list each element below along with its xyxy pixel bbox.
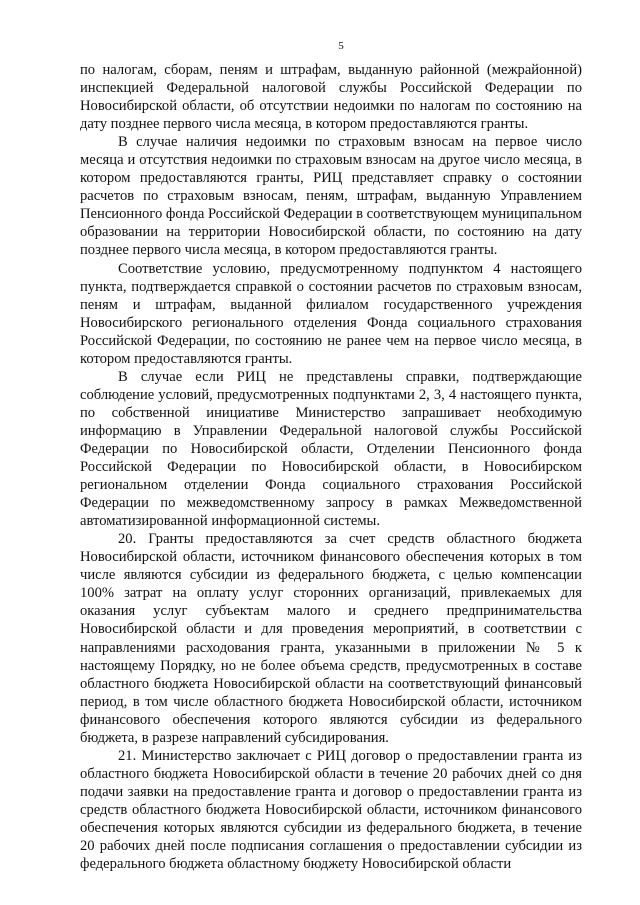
paragraph-clause-21: 21. Министерство заключает с РИЦ договор о предоставлении гранта из областного бюджета Новосибирской области в течение 20 рабочих дней со дня подачи заявки на предоставление гранта и договор о предоставлении гранта из средств областного бюджета Новосибирской области, источником финансового обеспечения которых являются субсидии из федерального бюджета, в течение 20 рабочих дней после подписания соглашения о предоставлении субсидии из федерального бюджета областному бюджету Новосибирской области	[80, 747, 582, 873]
paragraph-tax-certificate: по налогам, сборам, пеням и штрафам, выданную районной (межрайонной) инспекцией Федеральной налоговой службы Российской Федерации по Новосибирской области, об отсутствии недоимки по налогам по состоянию на дату позднее первого числа месяца, в котором предоставляются гранты.	[80, 62, 582, 133]
paragraph-interagency-request: В случае если РИЦ не представлены справки, подтверждающие соблюдение условий, предусмотренных подпунктами 2, 3, 4 настоящего пункта, по собственной инициативе Министерство запрашивает необходимую информацию в Управлении Федеральной налоговой службы Российской Федерации по Новосибирской области, Отделении Пенсионного фонда Российской Федерации по Новосибирской области, в Новосибирском региональном отделении Фонда социального страхования Российской Федерации по межведомственному запросу в рамках Межведомственной автоматизированной информационной системы.	[80, 368, 582, 530]
paragraph-clause-20: 20. Гранты предоставляются за счет средств областного бюджета Новосибирской области, источником финансового обеспечения которых в том числе являются субсидии из федерального бюджета, с целью компенсации 100% затрат на оплату услуг сторонних организаций, привлекаемых для оказания услуг субъектам малого и среднего предпринимательства Новосибирской области и для проведения мероприятий, в соответствии с направлениями расходования гранта, указанными в приложении № 5 к настоящему Порядку, но не более объема средств, предусмотренных в составе областного бюджета Новосибирской области на соответствующий финансовый период, в том числе областного бюджета Новосибирской области, источником финансового обеспечения которого являются субсидии из федерального бюджета, в разрезе направлений субсидирования.	[80, 531, 582, 746]
page-number: 5	[338, 40, 344, 52]
paragraph-insurance-arrears: В случае наличия недоимки по страховым взносам на первое число месяца и отсутствия недоимки по страховым взносам на другое число месяца, в котором предоставляются гранты, РИЦ представляет справку о состоянии расчетов по страховым взносам, пеням, штрафам, выданную Управлением Пенсионного фонда Российской Федерации в соответствующем муниципальном образовании на территории Новосибирской области, по состоянию на дату позднее первого числа месяца, в котором предоставляются гранты.	[80, 134, 583, 259]
paragraph-condition-subpoint-4: Соответствие условию, предусмотренному подпунктом 4 настоящего пункта, подтверждается справкой о состоянии расчетов по страховым взносам, пеням и штрафам, выданной филиалом государственного учреждения Новосибирского регионального отделения Фонда социального страхования Российской Федерации, по состоянию не ранее чем на первое число месяца, в котором предоставляются гранты.	[80, 260, 582, 367]
